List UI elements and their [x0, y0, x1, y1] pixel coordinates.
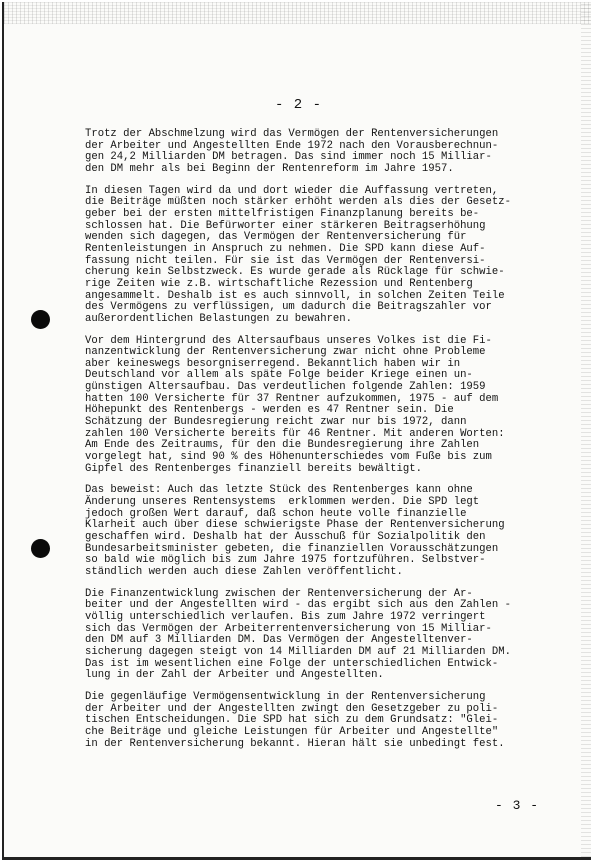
text-line: nanzentwicklung der Rentenversicherung zwar nicht ohne Probleme [85, 346, 486, 359]
text-line: angesammelt. Deshalb ist es auch sinnvoll, in solchen Zeiten Teile [85, 289, 505, 302]
text-line: Trotz der Abschmelzung wird das Vermögen der Rentenversicherungen [85, 128, 499, 140]
text-line: vorgelegt hat, sind 90 % des Höhenunterschiedes vom Fuße bis zum [85, 451, 492, 464]
text-line: des Vermögens zu verflüssigen, um dadurch die Beitragszahler vor [85, 301, 492, 314]
text-line: Höhepunkt des Rentenbergs - werden es 47 Rentner sein. Die [85, 404, 454, 417]
text-line: Das beweist: Auch das letzte Stück des Rentenberges kann ohne [85, 484, 473, 497]
text-line: so bald wie möglich bis zum Jahre 1975 fortzuführen. Selbstver- [85, 554, 486, 567]
punch-hole-lower [31, 539, 50, 558]
text-line: che Beiträge und gleiche Leistungen für Arbeiter und Angestellte" [85, 725, 499, 738]
text-line: sicherung dagegen steigt von 14 Milliarden DM auf 21 Milliarden DM. [85, 645, 511, 658]
text-line: den DM mehr als bei Beginn der Rentenreform im Jahre 1957. [85, 162, 454, 175]
document-page [2, 2, 591, 860]
text-line: Schätzung der Bundesregierung reicht zwar nur bis 1972, dann [85, 416, 467, 429]
text-line: Gipfel des Rentenberges finanziell bereits bewältigt. [85, 462, 422, 475]
text-line: der Arbeiter und der Angestellten zwingt den Gesetzgeber zu poli- [85, 702, 499, 715]
text-line: ständlich werden auch diese Zahlen veröffentlicht. [85, 565, 403, 578]
text-line: Das ist im wesentlichen eine Folge der unterschiedlichen Entwick- [85, 657, 499, 670]
text-line: aber keineswegs besorgniserregend. Bekanntlich haben wir in [85, 357, 461, 370]
text-line: geber bei der ersten mittelfristigen Finanzplanung bereits be- [85, 207, 480, 220]
text-line: Änderung unseres Rentensystems erklommen werden. Die SPD legt [85, 496, 480, 509]
punch-hole-upper [31, 310, 50, 329]
text-line: Deutschland vor allem als späte Folge beider Kriege einen un- [85, 369, 473, 382]
text-line: Klarheit auch über diese schwierigste Phase der Rentenversicherung [85, 519, 505, 532]
text-line: den DM auf 3 Milliarden DM. Das Vermögen der Angestelltenver- [85, 634, 473, 647]
text-line: tischen Entscheidungen. Die SPD hat sich zu dem Grundsatz: "Glei- [85, 714, 499, 727]
text-line: sich das Vermögen der Arbeiterrentenversicherung von 15 Milliar- [85, 622, 492, 635]
text-line: schlossen hat. Die Befürworter einer stärkeren Beitragserhöhung [85, 219, 486, 232]
text-line: cherung kein Selbstzweck. Es wurde gerade als Rücklage für schwie- [85, 266, 505, 279]
text-line: jedoch großen Wert darauf, daß schon heute volle finanzielle [85, 507, 467, 520]
text-line: Vor dem Hintergrund des Altersaufbaus unseres Volkes ist die Fi- [85, 334, 492, 347]
body-text [85, 129, 555, 760]
paragraph-4 [85, 485, 555, 578]
text-line: günstigen Altersaufbau. Das verdeutlichen folgende Zahlen: 1959 [85, 381, 486, 394]
text-line: lung in der Zahl der Arbeiter und Angestellten. [85, 669, 384, 682]
text-line: fassung nicht teilen. Für sie ist das Vermögen der Rentenversi- [85, 254, 486, 267]
next-page-indicator: - 3 - [494, 798, 539, 813]
text-line: Rentenleistungen in Anspruch zu nehmen. Die SPD kann diese Auf- [85, 242, 486, 255]
text-line: beiter und der Angestellten wird - das ergibt sich aus den Zahlen - [85, 599, 511, 612]
paragraph-5 [85, 589, 555, 682]
text-line: Bundesarbeitsminister gebeten, die finanziellen Vorausschätzungen [85, 542, 499, 555]
text-line: völlig unterschiedlich verlaufen. Bis zum Jahre 1972 verringert [85, 610, 486, 623]
text-line: geschaffen wird. Deshalb hat der Ausschuß für Sozialpolitik den [85, 531, 486, 543]
text-line: rige Zeiten wie z.B. wirtschaftliche Rezession und Rentenberg [85, 277, 473, 290]
text-line: hatten 100 Versicherte für 37 Rentner aufzukommen, 1975 - auf dem [85, 392, 499, 405]
text-line: in der Rentenversicherung bekannt. Hieran hält sie unbedingt fest. [85, 737, 505, 750]
paragraph-6 [85, 692, 555, 750]
text-line: die Beiträge müßten noch stärker erhöht werden als dies der Gesetz- [85, 196, 511, 209]
text-line: Am Ende des Zeitraums, für den die Bundesregierung ihre Zahlen [85, 439, 480, 452]
paragraph-3 [85, 336, 555, 476]
paragraph-1 [85, 129, 555, 176]
text-line: In diesen Tagen wird da und dort wieder die Auffassung vertreten, [85, 184, 499, 197]
page-number: - 2 - [274, 97, 322, 113]
paragraph-2 [85, 186, 555, 326]
text-line: außerordentlichen Belastungen zu bewahren. [85, 312, 353, 325]
text-line: gen 24,2 Milliarden DM betragen. Das sind immer noch 15 Milliar- [85, 151, 492, 164]
text-line: zahlen 100 Versicherte bereits für 46 Rentner. Mit anderen Worten: [85, 427, 505, 440]
text-line: Die Finanzentwicklung zwischen der Rentenversicherung der Ar- [85, 587, 473, 600]
text-line: Die gegenläufige Vermögensentwicklung in der Rentenversicherung [85, 690, 486, 703]
text-line: der Arbeiter und Angestellten Ende 1972 nach den Vorausberechnun- [85, 139, 499, 152]
text-line: wenden sich dagegen, das Vermögen der Rentenversicherung für [85, 231, 467, 244]
